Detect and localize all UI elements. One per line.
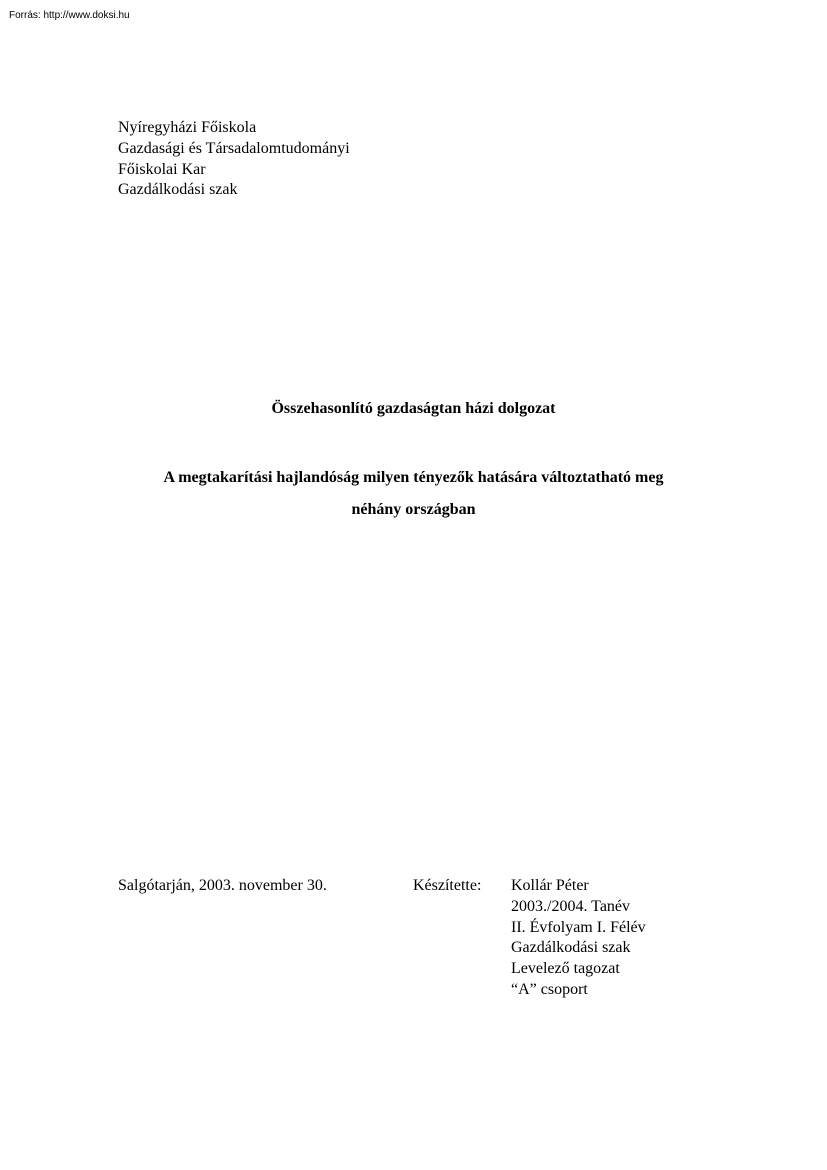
prepared-by-label: Készítette:: [413, 877, 482, 894]
document-title-line-2: néhány országban: [351, 501, 476, 518]
document-title: [118, 462, 709, 526]
study-mode: Levelező tagozat: [511, 960, 620, 978]
faculty-name-line-1: Gazdasági és Társadalomtudományi: [118, 139, 350, 157]
document-title-line-1: A megtakarítási hajlandóság milyen tényezők hatására változtatható meg: [163, 469, 664, 486]
institution-name: Nyíregyházi Főiskola: [118, 119, 257, 136]
source-note: Forrás: http://www.doksi.hu: [9, 10, 130, 21]
title-block: [118, 399, 709, 526]
academic-year: 2003./2004. Tanév: [511, 897, 631, 915]
document-type-title: Összehasonlító gazdaságtan házi dolgozat: [271, 400, 556, 417]
program-name: Gazdálkodási szak: [118, 181, 238, 199]
faculty-name-line-2: Főiskolai Kar: [118, 160, 206, 178]
group-name: “A” csoport: [511, 980, 588, 998]
author-program: Gazdálkodási szak: [511, 939, 631, 957]
institution-block: [118, 118, 350, 201]
place-date: Salgótarján, 2003. november 30.: [118, 877, 327, 894]
year-semester: II. Évfolyam I. Félév: [511, 918, 646, 936]
author-name: Kollár Péter: [511, 877, 589, 894]
author-details: [511, 876, 646, 1001]
